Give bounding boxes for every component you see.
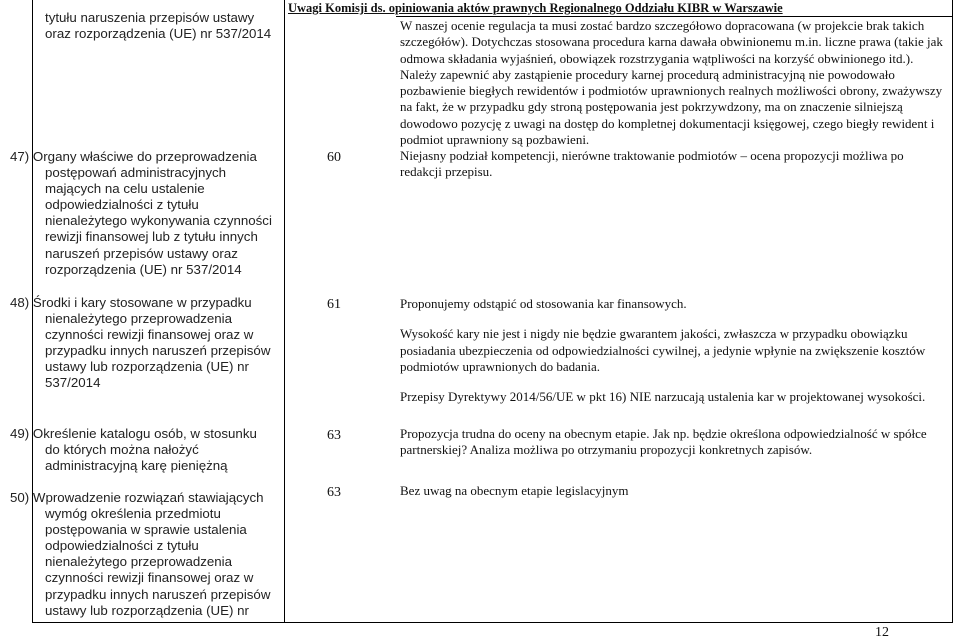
- item-61-text: [400, 296, 948, 405]
- left-item-48: [10, 295, 272, 392]
- table-column-divider: [284, 0, 285, 623]
- item-paragraph: Przepisy Dyrektywy 2014/56/UE w pkt 16) NIE narzucają ustalenia kar w projektowanej wysokości.: [400, 389, 926, 405]
- table-border-right: [952, 0, 953, 623]
- page-number: 12: [875, 625, 889, 640]
- item-63-text: [400, 426, 948, 459]
- item-number: 61: [327, 297, 341, 312]
- right-top-text: W naszej ocenie regulacja ta musi zostać bardzo szczegółowo dopracowana (w projekcie brak takich szczegółów). Dotychczas stosowana procedura karna dawała obwinionemu m.in. liczne prawa (takie jak odmowa składania wyjaśnień, obowiązek rozstrzygania wątpliwości na korzyść obwinionego itd.). Należy zapewnić aby zastąpienie procedury karnej procedurą administracyjną nie powodowało pozbawienie biegłych rewidentów i podmiotów uprawnionych realnych możliwości obrony, zważywszy na fakt, że w przypadku gdy stroną postępowania jest pokrzywdzony, ma on znaczenie silniejszą dowodowo pozycję z uwagi na dostęp do kompletnej dokumentacji księgowej, czego biegły rewident i podmiot uprawniony są pozbawieni.: [400, 18, 943, 148]
- item-60-text: [400, 148, 948, 181]
- left-item-50: [10, 490, 272, 619]
- header-rule: [396, 16, 952, 17]
- right-column-header: Uwagi Komisji ds. opiniowania aktów prawnych Regionalnego Oddziału KIBR w Warszawie: [288, 1, 783, 15]
- left-fragment-top: [45, 10, 275, 42]
- item-paragraph: Proponujemy odstąpić od stosowania kar finansowych.: [400, 296, 687, 311]
- left-item-49: [10, 426, 272, 474]
- table-border-bottom: [32, 622, 953, 623]
- right-top-text-block: [400, 18, 948, 148]
- item-paragraph: Niejasny podział kompetencji, nierówne traktowanie podmiotów – ocena propozycji możliwa po redakcji przepisu.: [400, 148, 904, 180]
- item-number: 60: [327, 150, 341, 165]
- left-item-text: 47) Organy właściwe do przeprowadzenia postępowań administracyjnych mających na celu ustalenie odpowiedzialności z tytułu nienależytego wykonywania czynności rewizji finansowej lub z tytułu innych naruszeń przepisów ustawy oraz rozporządzenia (UE) nr 537/2014: [10, 149, 272, 277]
- left-item-text: 50) Wprowadzenie rozwiązań stawiających wymóg określenia przedmiotu postępowania w sprawie ustalenia odpowiedzialności z tytułu nienależytego przeprowadzenia czynności rewizji finansowej oraz w przypadku innych naruszeń przepisów ustawy lub rozporządzenia (UE) nr: [10, 490, 271, 618]
- item-number: 63: [327, 485, 341, 500]
- item-paragraph: Wysokość kary nie jest i nigdy nie będzie gwarantem jakości, zwłaszcza w przypadku obowiązku posiadania ubezpieczenia od odpowiedzialności cywilnej, a jedynie wpłynie na zwiększenie kosztów podmiotów uprawnionych do badania.: [400, 326, 926, 374]
- item-paragraph: Bez uwag na obecnym etapie legislacyjnym: [400, 483, 629, 498]
- left-item-text: 48) Środki i kary stosowane w przypadku nienależytego przeprowadzenia czynności rewizji finansowej oraz w przypadku innych naruszeń przepisów ustawy lub rozporządzenia (UE) nr 537/2014: [10, 295, 271, 391]
- item-63b-text: [400, 483, 948, 499]
- item-number: 63: [327, 428, 341, 443]
- left-item-text: 49) Określenie katalogu osób, w stosunku do których można nałożyć administracyjną karę pieniężną: [10, 426, 257, 474]
- left-fragment-text: tytułu naruszenia przepisów ustawy oraz rozporządzenia (UE) nr 537/2014: [45, 10, 272, 42]
- item-paragraph: Propozycja trudna do oceny na obecnym etapie. Jak np. będzie określona odpowiedzialność w spółce partnerskiej? Analiza możliwa po otrzymaniu propozycji konkretnych zapisów.: [400, 426, 927, 458]
- left-item-47: [10, 149, 272, 278]
